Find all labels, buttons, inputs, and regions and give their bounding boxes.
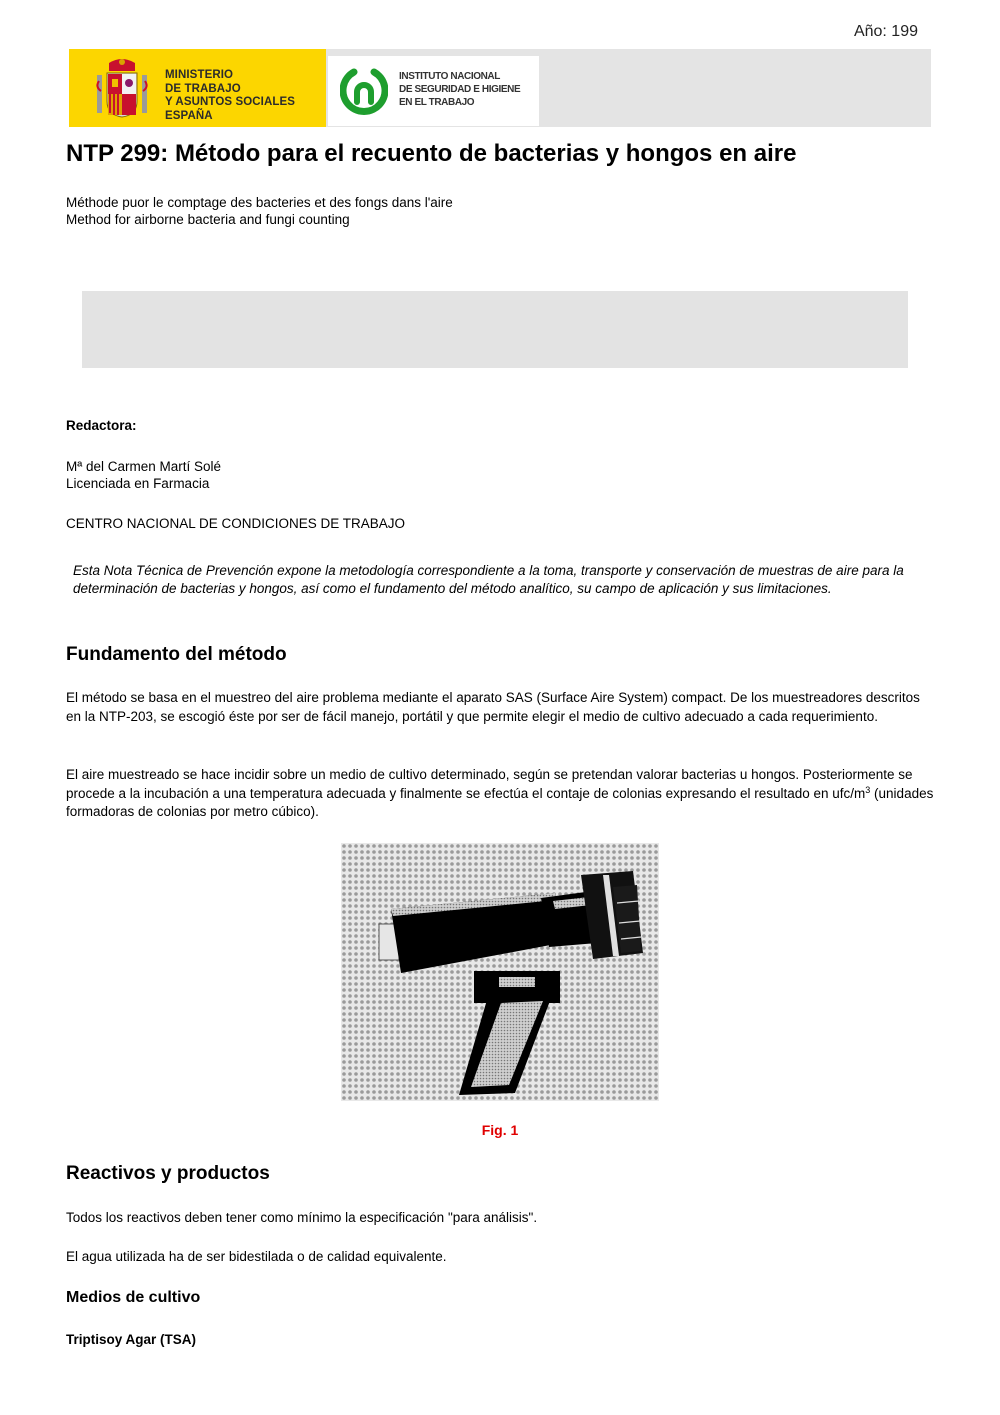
paragraph-reactivos-2: El agua utilizada ha de ser bidestilada o de calidad equivalente.	[66, 1249, 447, 1264]
section-heading-fundamento: Fundamento del método	[66, 644, 287, 665]
header-banner	[69, 49, 931, 127]
author-title: Licenciada en Farmacia	[66, 476, 210, 491]
ministry-name: MINISTERIO DE TRABAJO Y ASUNTOS SOCIALES ESPAÑA	[165, 69, 296, 122]
section-heading-reactivos: Reactivos y productos	[66, 1163, 270, 1184]
subtitles	[66, 194, 453, 228]
subtitle-french: Méthode puor le comptage des bacteries et des fongs dans l'aire	[66, 195, 453, 210]
year-label: Año: 199	[853, 23, 918, 40]
subsubheading-tsa: Triptisoy Agar (TSA)	[66, 1332, 197, 1347]
institute-emblem-icon	[340, 66, 388, 116]
author-name: Mª del Carmen Martí Solé	[66, 459, 222, 474]
sas-sampler-figure	[341, 843, 659, 1101]
institute-name: INSTITUTO NACIONAL DE SEGURIDAD E HIGIENE EN EL TRABAJO	[399, 71, 521, 108]
institute-logo	[328, 56, 539, 126]
figure-caption: Fig. 1	[481, 1122, 519, 1138]
subheading-medios-de-cultivo: Medios de cultivo	[66, 1289, 201, 1306]
author-heading: Redactora:	[66, 418, 137, 433]
document-title: NTP 299: Método para el recuento de bacterias y hongos en aire	[66, 140, 797, 167]
placeholder-box	[82, 291, 908, 368]
coat-of-arms-icon	[95, 57, 149, 121]
organization: CENTRO NACIONAL DE CONDICIONES DE TRABAJO	[66, 516, 406, 531]
ministry-logo	[69, 49, 326, 127]
author-block	[66, 458, 221, 492]
paragraph-reactivos-1: Todos los reactivos deben tener como mínimo la especificación "para análisis".	[66, 1210, 538, 1225]
subtitle-english: Method for airborne bacteria and fungi counting	[66, 212, 350, 227]
paragraph-fundamento-2: El aire muestreado se hace incidir sobre un medio de cultivo determinado, según se pretendan valorar bacterias u hongos. Posteriormente se procede a la incubación a una temperatura adecuada y finalmente se efectúa el contaje de colonias expresando el resultado en ufc/$m^3$ (unidades formadoras de colonias por metro cúbico).	[66, 767, 934, 819]
abstract: Esta Nota Técnica de Prevención expone la metodología correspondiente a la toma, transporte y conservación de muestras de aire para la determinación de bacterias y hongos, así como el fundamento del método analítico, su campo de aplicación y sus limitaciones.	[73, 563, 904, 596]
paragraph-fundamento-1: El método se basa en el muestreo del aire problema mediante el aparato SAS (Surface Aire System) compact. De los muestreadores descritos en la NTP-203, se escogió éste por ser de fácil manejo, portátil y que permite elegir el medio de cultivo adecuado a cada requerimiento.	[66, 690, 920, 724]
